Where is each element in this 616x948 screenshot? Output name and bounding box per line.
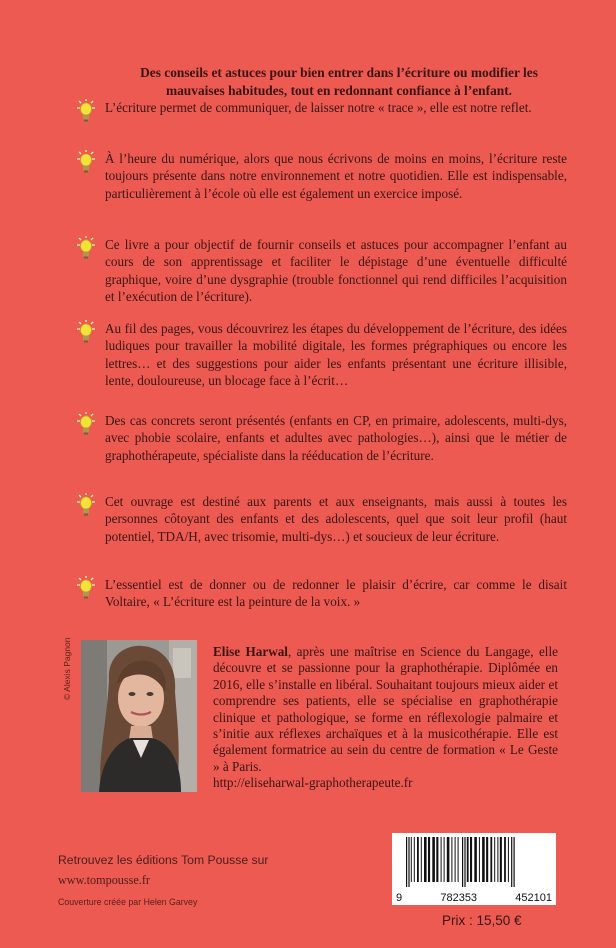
bullet-item [75,320,570,390]
lightbulb-icon [75,493,97,519]
barcode-digits [392,892,556,904]
barcode-bar [424,837,427,882]
lightbulb-icon [75,150,97,176]
barcode-bar [414,837,415,882]
bullet-text: Cet ouvrage est destiné aux parents et aux enseignants, mais aussi à toutes les personnes côtoyant des enfants et des adolescents, quel que soit leur profil (haut potentiel, TDA/H, avec trisomie, multi-dys…) et soucieux de leur écriture. [105,494,567,544]
barcode-bar [406,837,407,887]
barcode-bar [486,837,488,882]
lightbulb-icon [75,236,97,262]
barcode-bar [494,837,495,882]
barcode-bar [490,837,492,882]
barcode-bar [447,837,450,882]
barcode-bars [392,837,556,895]
bullet-item [75,236,570,306]
barcode-bar [474,837,477,882]
author-bio [213,644,558,792]
photo-credit: © Alexis Pagnon [62,637,72,700]
barcode-bar [464,837,465,887]
barcode-bar [441,837,442,882]
cover-credit: Couverture créée par Helen Garvey [58,897,198,907]
barcode-bar [482,837,485,882]
barcode-bar [508,837,509,882]
barcode-bar [455,837,456,882]
barcode-bar [462,837,463,887]
barcode-bar [411,837,412,882]
author-bio-text: , après une maîtrise en Science du Langage, elle découvre et se passionne pour la graphothérapie. Diplômée en 2016, elle s’installe en libéral. Souhaitant toujours mieux aider et comprendre ses patients, elle se spécialise en graphothérapie clinique et pathologique, se forme en réflexologie palmaire et s’initie aux réflexes archaïques et à la musicothérapie. Elle est également formatrice au sein du centre de formation « Le Geste » à Paris. [213,644,558,774]
lightbulb-icon [75,99,97,125]
price-label: Prix : 15,50 € [442,913,522,928]
barcode-bar [451,837,452,882]
intro-tagline: Des conseils et astuces pour bien entrer dans l’écriture ou modifier les mauvaises habitudes, tout en redonnant confiance à l’enfant. [140,65,538,98]
barcode-bar [500,837,502,882]
bullet-text: À l’heure du numérique, alors que nous écrivons de moins en moins, l’écriture reste toujours présente dans notre environnement et notre quotidien. Elle est indispensable, particulièrement à l’école où elle est également un exercice imposé. [105,151,567,201]
bullet-item [75,576,570,611]
author-portrait-image [81,640,197,792]
author-website-link[interactable]: http://eliseharwal-graphotherapeute.fr [213,775,413,791]
lightbulb-icon [75,412,97,438]
publisher-website-link[interactable]: www.tompousse.fr [58,873,150,887]
barcode-bar [428,837,430,882]
publisher-line: Retrouvez les éditions Tom Pousse sur [58,853,269,867]
author-name: Elise Harwal [213,644,288,659]
barcode-group-1: 782353 [440,892,478,904]
barcode-bar [504,837,506,882]
bullet-text: L’essentiel est de donner ou de redonner le plaisir d’écrire, car comme le disait Voltaire, « L’écriture est la peinture de la voix. » [105,577,567,610]
barcode-bar [408,837,409,887]
bullet-text: L’écriture permet de communiquer, de laisser notre « trace », elle est notre reflet. [105,100,532,115]
bullet-text: Au fil des pages, vous découvrirez les étapes du développement de l’écriture, des idées ludiques pour travailler la mobilité digitale, les formes prégraphiques ou encore les lettres… et des suggestions pour aider les enfants présentant une écriture illisible, lente, douloureuse, un blocage face à l’écrit… [105,321,567,389]
barcode-bar [479,837,480,882]
lightbulb-icon [75,320,97,346]
bullet-item [75,412,570,464]
barcode-bar [497,837,498,882]
barcode-bar [417,837,419,882]
barcode-bar [444,837,445,882]
barcode-bar [470,837,472,882]
barcode-group-2: 452101 [515,892,552,904]
barcode-bar [421,837,422,882]
bullet-item [75,99,570,125]
isbn-barcode [392,833,556,905]
barcode-bar [436,837,438,882]
barcode-bar [467,837,469,882]
bullet-item [75,493,570,545]
lightbulb-icon [75,576,97,602]
bullet-item [75,150,570,202]
barcode-bar [514,837,515,887]
barcode-lead-digit: 9 [396,892,403,904]
barcode-bar [511,837,512,887]
bullet-text: Ce livre a pour objectif de fournir conseils et astuces pour accompagner l’enfant au cours de son apprentissage et faciliter le dépistage d’une éventuelle difficulté graphique, voire d’une dysgraphie (trouble fonctionnel qui rend difficiles l’acquisition et l’exécution de l’écriture). [105,237,567,305]
barcode-bar [432,837,435,882]
bullet-text: Des cas concrets seront présentés (enfants en CP, en primaire, adolescents, multi-dys, avec phobie scolaire, enfants et adultes avec pathologies…), ainsi que le métier de graphothérapeute, spécialiste dans la rééducation de l’écriture. [105,413,567,463]
author-photo [81,640,197,792]
barcode-bar [458,837,459,882]
